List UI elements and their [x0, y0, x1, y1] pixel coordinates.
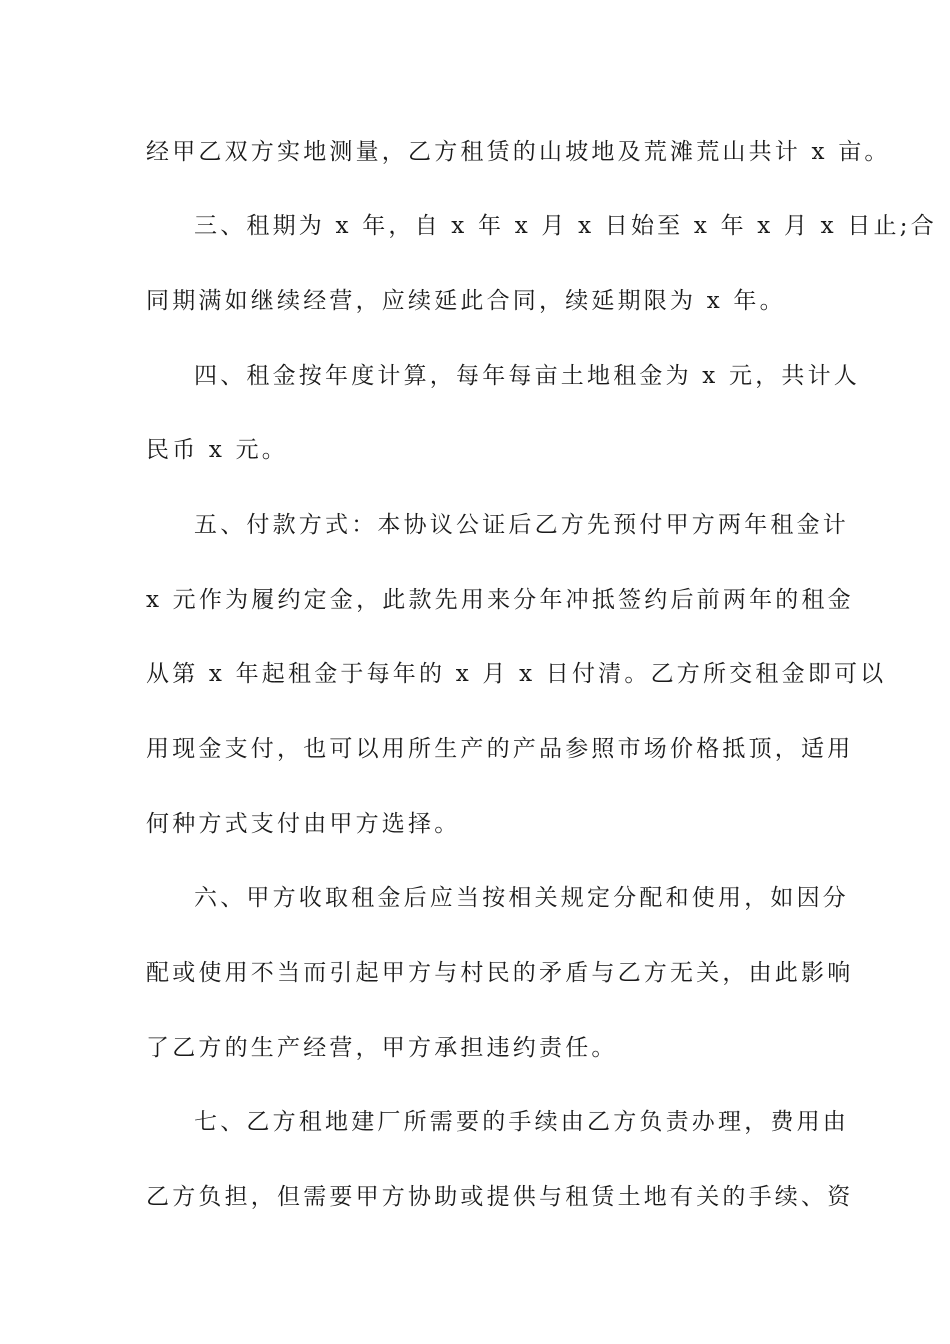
text-line-clause-5: 五、付款方式：本协议公证后乙方先预付甲方两年租金计	[194, 512, 849, 538]
text-line: 从第 x 年起租金于每年的 x 月 x 日付清。乙方所交租金即可以	[146, 661, 887, 687]
text-line: 同期满如继续经营，应续延此合同，续延期限为 x 年。	[146, 288, 786, 314]
text-line: 何种方式支付由甲方选择。	[146, 811, 461, 837]
text-line-clause-3: 三、租期为 x 年，自 x 年 x 月 x 日始至 x 年 x 月 x 日止;合	[194, 213, 937, 239]
text-line: 了乙方的生产经营，甲方承担违约责任。	[146, 1035, 618, 1061]
text-line: 配或使用不当而引起甲方与村民的矛盾与乙方无关，由此影响	[146, 960, 854, 986]
text-line-clause-6: 六、甲方收取租金后应当按相关规定分配和使用，如因分	[194, 885, 849, 911]
text-line: 用现金支付，也可以用所生产的产品参照市场价格抵顶，适用	[146, 736, 854, 762]
text-line-clause-7: 七、乙方租地建厂所需要的手续由乙方负责办理，费用由	[194, 1109, 849, 1135]
text-line: x 元作为履约定金，此款先用来分年冲抵签约后前两年的租金	[146, 587, 854, 613]
text-line: 经甲乙双方实地测量，乙方租赁的山坡地及荒滩荒山共计 x 亩。	[146, 139, 891, 165]
text-line-clause-4: 四、租金按年度计算，每年每亩土地租金为 x 元，共计人	[194, 363, 860, 389]
text-line: 民币 x 元。	[146, 437, 288, 463]
text-line: 乙方负担，但需要甲方协助或提供与租赁土地有关的手续、资	[146, 1184, 854, 1210]
